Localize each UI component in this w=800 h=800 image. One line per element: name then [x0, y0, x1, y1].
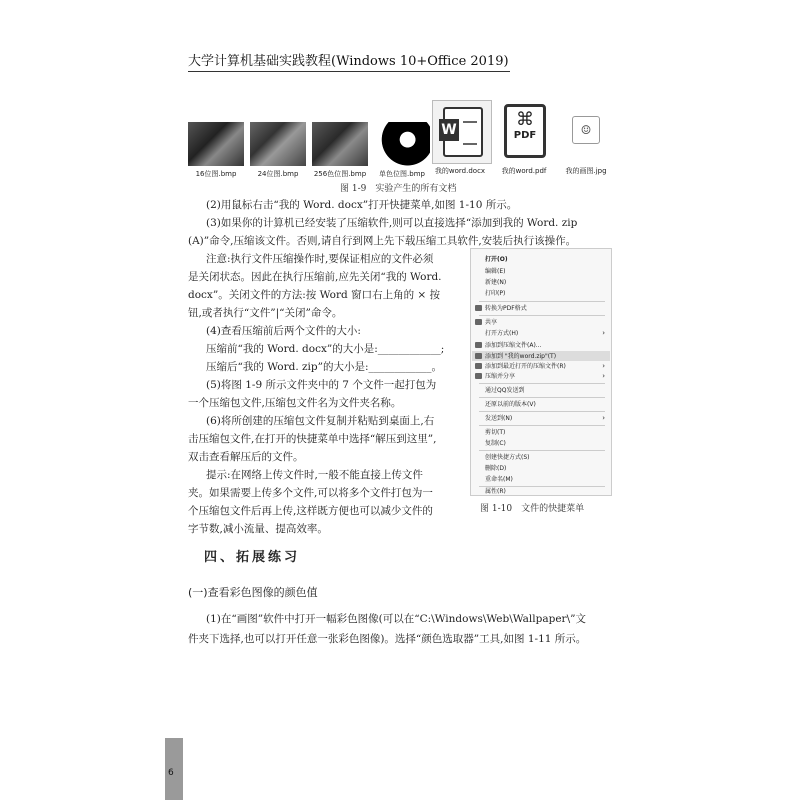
file-paint-jpg[interactable] — [558, 100, 614, 176]
word-letter: W — [439, 119, 459, 141]
paragraph-line: 提示:在网络上传文件时,一般不能直接上传文件 — [206, 469, 423, 481]
submenu-arrow-icon: › — [602, 329, 605, 337]
pdf-convert-icon — [475, 305, 482, 311]
paragraph-line: 压缩前“我的 Word. docx”的大小是:____________; — [206, 343, 445, 355]
menu-item-create-shortcut[interactable]: 创建快捷方式(S) — [485, 454, 530, 461]
pdf-file-icon — [504, 104, 546, 158]
word-lines-icon — [463, 121, 477, 145]
menu-item-restore-versions[interactable]: 还原以前的版本(V) — [485, 401, 536, 408]
menu-separator — [479, 450, 605, 451]
jpg-thumb-area — [558, 100, 614, 162]
section-title: 四、拓展练习 — [204, 550, 301, 565]
file-label: 我的画图.jpg — [565, 167, 607, 175]
paragraph-line: docx”。关闭文件的方法:按 Word 窗口右上角的 × 按 — [188, 289, 441, 301]
subsection-title: (一)查看彩色图像的颜色值 — [188, 586, 318, 599]
archive-icon — [475, 363, 482, 369]
menu-item-properties[interactable]: 属性(R) — [485, 488, 506, 495]
submenu-arrow-icon: › — [602, 414, 605, 422]
menu-item-send-to[interactable]: 发送到(N) — [485, 415, 513, 422]
menu-item-delete[interactable]: 删除(D) — [485, 465, 507, 472]
file-16bit-bmp[interactable] — [188, 100, 244, 179]
menu-item-compress-share[interactable]: 压缩并分享 — [485, 373, 516, 380]
menu-item-share[interactable]: 共享 — [485, 319, 498, 326]
smiley-image-icon: ☺ — [572, 116, 600, 144]
menu-item-open[interactable]: 打开(O) — [485, 256, 508, 263]
menu-item-add-archive[interactable]: 添加到压缩文件(A)... — [485, 342, 542, 349]
menu-separator — [479, 397, 605, 398]
paragraph-line: 个压缩包文件后再上传,这样既方便也可以减少文件的 — [188, 505, 433, 517]
file-thumbnails — [188, 100, 618, 180]
archive-icon — [475, 373, 482, 379]
menu-item-send-qq[interactable]: 通过QQ发送到 — [485, 387, 525, 394]
pdf-text: PDF — [513, 130, 537, 141]
paragraph-line: 钮,或者执行“文件”|“关闭”命令。 — [188, 307, 343, 319]
file-label: 单色位图.bmp — [379, 170, 425, 178]
share-icon — [475, 319, 482, 325]
image-thumbnail-icon — [188, 122, 244, 166]
paragraph-line: (1)在“画图”软件中打开一幅彩色图像(可以在“C:\Windows\Web\Wallpaper\”文 — [206, 613, 586, 625]
menu-separator — [479, 315, 605, 316]
file-256color-bmp[interactable] — [312, 100, 368, 179]
pdf-acrobat-icon: ⌘ — [516, 109, 534, 130]
menu-item-convert-pdf[interactable]: 转换为PDF格式 — [485, 305, 527, 312]
image-thumbnail-icon — [250, 122, 306, 166]
menu-item-rename[interactable]: 重命名(M) — [485, 476, 513, 483]
menu-item-add-to-zip[interactable]: 添加到 "我的word.zip"(T) — [485, 353, 557, 360]
menu-separator — [479, 383, 605, 384]
menu-item-edit[interactable]: 编辑(E) — [485, 268, 506, 275]
file-word-docx[interactable] — [432, 100, 488, 176]
menu-item-copy[interactable]: 复制(C) — [485, 440, 506, 447]
paragraph-line: 是关闭状态。因此在执行压缩前,应先关闭“我的 Word. — [188, 271, 442, 283]
figure-caption-1-10: 图 1-10 文件的快捷菜单 — [480, 504, 585, 514]
submenu-arrow-icon: › — [602, 372, 605, 380]
file-label: 我的word.docx — [434, 167, 486, 175]
page-number: 6 — [168, 768, 174, 778]
archive-icon — [475, 353, 482, 359]
file-label: 24位图.bmp — [257, 170, 299, 178]
paragraph-line: (A)”命令,压缩该文件。否则,请自行到网上先下载压缩工具软件,安装后执行该操作。 — [188, 235, 577, 247]
paragraph-line: (3)如果你的计算机已经安装了压缩软件,则可以直接选择“添加到我的 Word. zip — [206, 217, 578, 229]
context-menu — [470, 248, 612, 496]
paragraph-line: (2)用鼠标右击“我的 Word. docx”打开快捷菜单,如图 1-10 所示。 — [206, 199, 518, 211]
paragraph-line: 击压缩包文件,在打开的快捷菜单中选择“解压到这里”, — [188, 433, 437, 445]
word-file-icon — [443, 107, 483, 157]
paragraph-line: 字节数,减小流量、提高效率。 — [188, 523, 328, 535]
menu-separator — [479, 301, 605, 302]
image-thumbnail-icon — [312, 122, 368, 166]
running-header: 大学计算机基础实践教程(Windows 10+Office 2019) — [188, 50, 510, 72]
menu-item-print[interactable]: 打印(P) — [485, 290, 506, 297]
paragraph-line: (6)将所创建的压缩包文件复制并粘贴到桌面上,右 — [206, 415, 435, 427]
paragraph-line: 注意:执行文件压缩操作时,要保证相应的文件必须 — [206, 253, 434, 265]
figure-caption-1-9: 图 1-9 实验产生的所有文档 — [340, 184, 457, 194]
archive-icon — [475, 342, 482, 348]
submenu-arrow-icon: › — [602, 362, 605, 370]
paragraph-line: (5)将图 1-9 所示文件夹中的 7 个文件一起打包为 — [206, 379, 437, 391]
paragraph-line: 双击查看解压后的文件。 — [188, 451, 304, 463]
paragraph-line: 件夹下选择,也可以打开任意一张彩色图像)。选择“颜色选取器”工具,如图 1-11 所示。 — [188, 633, 587, 645]
paragraph-line: (4)查看压缩前后两个文件的大小: — [206, 325, 361, 337]
menu-separator — [479, 411, 605, 412]
paragraph-line: 夹。如果需要上传多个文件,可以将多个文件打包为一 — [188, 487, 433, 499]
menu-item-open-with[interactable]: 打开方式(H) — [485, 330, 519, 337]
selected-file-box — [432, 100, 492, 164]
paragraph-line: 一个压缩包文件,压缩包文件名为文件夹名称。 — [188, 397, 402, 409]
menu-item-cut[interactable]: 剪切(T) — [485, 429, 506, 436]
paragraph-line: 压缩后“我的 Word. zip”的大小是:____________。 — [206, 361, 443, 373]
file-word-pdf[interactable] — [496, 100, 552, 176]
image-thumbnail-icon — [374, 122, 430, 166]
file-mono-bmp[interactable] — [374, 100, 430, 179]
menu-separator — [479, 425, 605, 426]
file-label: 16位图.bmp — [195, 170, 237, 178]
file-24bit-bmp[interactable] — [250, 100, 306, 179]
menu-item-add-recent[interactable]: 添加到最近打开的压缩文件(R) — [485, 363, 566, 370]
menu-item-new[interactable]: 新建(N) — [485, 279, 507, 286]
file-label: 我的word.pdf — [501, 167, 547, 175]
file-label: 256色位图.bmp — [313, 170, 367, 178]
